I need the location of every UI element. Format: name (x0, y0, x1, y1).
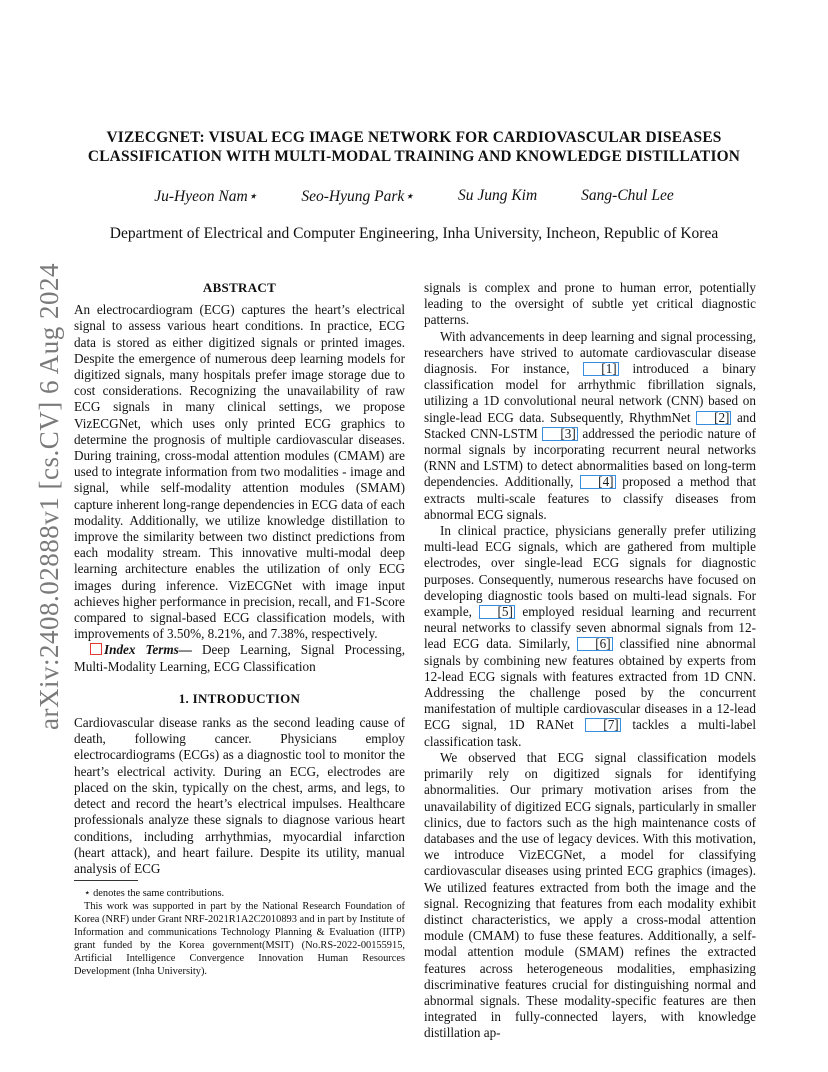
paragraph-text: employed residual learning and recurrent neural networks to classify seven abnormal signals from 12-lead ECG data. Similarly, (424, 604, 756, 652)
paragraph-text: tackles a multi-label classification task. (424, 717, 756, 749)
introduction-heading: 1. INTRODUCTION (178, 690, 301, 706)
abstract-text: An electrocardiogram (ECG) captures the heart’s electrical signal to assess various heart conditions. In practice, ECG data is stored as either digitized signals or printed images. Despite the emergence of numerous deep learning models for digitized signals, many hospitals prefer image storage due to cost considerations. Recognizing the unavailability of raw ECG signals in many clinical settings, we propose VizECGNet, which uses only printed ECG graphics to determine the prognosis of multiple cardiovascular diseases. During training, cross-modal attention modules (CMAM) are used to integrate information from two modalities - image and signal, while self-modality attention modules (SMAM) capture inherent long-range dependencies in ECG data of each modality. Additionally, we utilize knowledge distillation to improve the similarity between two distinct predictions from each modality stream. This innovative multi-modal deep learning architecture enables the utilization of only ECG images during inference. VizECGNet with image input achieves higher performance in precision, recall, and F1-Score compared to signal-based ECG classification models, with improvements of 3.50%, 8.21%, and 7.38%, respectively. (74, 302, 405, 642)
citation-link[interactable]: [4] (580, 475, 615, 489)
title-line-1: VIZECGNET: VISUAL ECG IMAGE NETWORK FOR CARDIOVASCULAR DISEASES (106, 129, 722, 146)
index-terms-text: Deep Learning, Signal Processing, Multi-Modality Learning, ECG Classification (74, 642, 405, 674)
paragraph-text: introduced a binary classification model for arrhythmic fibrillation signals, utilizing a 1D convolutional neural network (CNN) based on single-lead ECG data. Subsequently, RhythmNet (424, 361, 756, 425)
footnotes (74, 880, 405, 978)
citation-link[interactable]: [5] (479, 605, 514, 619)
citation-link[interactable]: [6] (577, 637, 612, 651)
author-name: Su Jung Kim (457, 187, 538, 204)
body-paragraph (424, 523, 756, 750)
index-terms (74, 642, 405, 674)
paper-title (60, 128, 768, 166)
citation-link[interactable]: [2] (696, 411, 731, 425)
author-name: Ju-Hyeon Nam⋆ (154, 188, 258, 205)
paragraph-text: and Stacked CNN-LSTM (424, 409, 756, 441)
paragraph-text: In clinical practice, physicians generally prefer utilizing multi-lead ECG signals, which are gathered from multiple electrodes, over single-lead ECG signals for diagnostic purposes. Consequently, numerous researchs have focused on developing diagnostic tools based on multi-lead signals. For example, (424, 523, 756, 620)
arxiv-id-text: arXiv:2408.02888v1 [cs.CV] 6 Aug 2024 (34, 263, 64, 730)
footnote-equal-contribution: ⋆ denotes the same contributions. (84, 888, 225, 899)
citation-link[interactable]: [7] (585, 718, 620, 732)
abstract-heading: ABSTRACT (202, 280, 277, 295)
paragraph-text: proposed a method that extracts multi-scale features to classify diseases from abnormal ECG signals. (424, 474, 756, 522)
body-paragraph (424, 329, 756, 523)
paragraph-text: classified nine abnormal signals by combining new features obtained by experts from 12-lead ECG signals with features extracted from 1D CNN. Addressing the challenge posed by the concurrent manifestation of multiple cardiovascular diseases in a 12-lead ECG signal, 1D RANet (424, 636, 756, 733)
left-column (74, 280, 405, 877)
affiliation: Department of Electrical and Computer Engineering, Inha University, Incheon, Republic of Korea (109, 225, 719, 242)
paragraph-text: With advancements in deep learning and signal processing, researchers have strived to automate cardiovascular disease diagnosis. For instance, (424, 328, 756, 377)
arxiv-identifier-stamp (14, 263, 64, 730)
index-terms-label: Index Terms— (104, 642, 192, 658)
footnote-divider (74, 880, 138, 881)
body-paragraph: signals is complex and prone to human error, potentially leading to the oversight of subtle yet critical diagnostic patterns. (424, 280, 756, 328)
footnote-funding: This work was supported in part by the National Research Foundation of Korea (NRF) under Grant NRF-2021R1A2C2010893 and in part by Institute of Information and communications Technology Planning & Evaluation (IITP) grant funded by the Korea government(MSIT) (No.RS-2022-00155915, Artificial Intelligence Convergence Innovation Human Resources Development (Inha University). (74, 901, 405, 977)
body-paragraph: We observed that ECG signal classification models primarily rely on digitized signals for identifying abnormalities. Our primary motivation arises from the unavailability of digitized ECG signals, particularly in smaller clinics, due to factors such as the high maintenance costs of databases and the use of legacy devices. With this motivation, we introduce VizECGNet, a model for classifying cardiovascular diseases using printed ECG graphics (images). We utilized features extracted from both the image and the signal. Recognizing that features from each modality exhibit distinct characteristics, we apply a cross-modal attention module (CMAM) to fuse these features. Additionally, a self-modal attention module (SMAM) refines the extracted features across heterogeneous modalities, emphasizing discriminative features crucial for distinguishing normal and abnormal signals. These modality-specific features are then integrated in fully-connected layers, with knowledge distillation ap- (424, 749, 756, 1041)
paragraph-text: addressed the periodic nature of normal signals by incorporating recurrent neural networks (RNN and LSTM) to detect abnormalities based on long-term dependencies. Additionally, (424, 425, 757, 490)
author-name: Sang-Chul Lee (581, 187, 674, 204)
introduction-paragraph: Cardiovascular disease ranks as the second leading cause of death, following cancer. Physicians employ electrocardiograms (ECGs) as a diagnostic tool to monitor the heart’s electrical activity. During an ECG, electrodes are placed on the skin, typically on the chest, arms, and legs, to detect and record the heart’s electrical impulses. Healthcare professionals analyze these signals to diagnose various heart conditions, including arrhythmias, myocardial infarction (heart attack), and heart failure. Despite its utility, manual analysis of ECG (74, 715, 405, 876)
citation-link[interactable]: [1] (583, 362, 618, 376)
right-column (424, 280, 756, 1042)
author-name: Seo-Hyung Park⋆ (301, 188, 414, 205)
citation-link[interactable]: [3] (542, 427, 577, 441)
link-box-icon[interactable] (90, 643, 102, 655)
author-list (60, 187, 768, 206)
title-line-2: CLASSIFICATION WITH MULTI-MODAL TRAINING AND KNOWLEDGE DISTILLATION (87, 148, 741, 165)
